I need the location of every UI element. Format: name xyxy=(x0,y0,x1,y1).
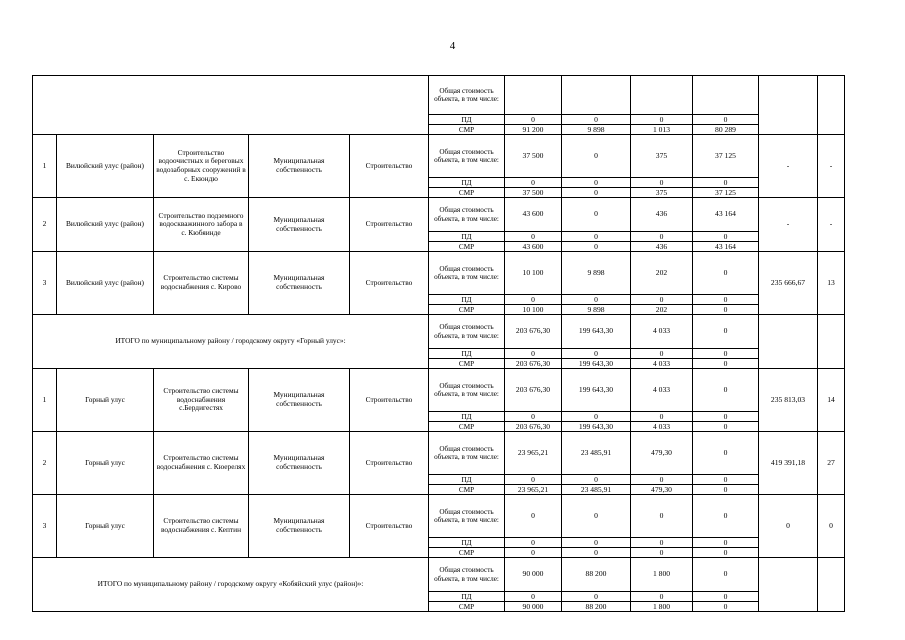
value-cell: 199 643,30 xyxy=(562,359,631,369)
district-name: Горный улус xyxy=(57,432,154,495)
label-total-cost: Общая стоимость объекта, в том числе: xyxy=(429,76,505,115)
total-row xyxy=(33,558,845,592)
value-cell: 37 125 xyxy=(693,188,759,198)
value-cell: 0 xyxy=(631,232,693,242)
row-number: 2 xyxy=(33,432,57,495)
table-row xyxy=(33,369,845,412)
work-type: Строительство xyxy=(350,495,429,558)
row-number: 3 xyxy=(33,252,57,315)
value-cell: 43 164 xyxy=(693,198,759,232)
value-cell: 0 xyxy=(562,198,631,232)
value-cell: 0 xyxy=(562,349,631,359)
extra-amount: 235 813,03 xyxy=(759,369,818,432)
value-cell: 9 898 xyxy=(562,125,631,135)
value-cell: 43 600 xyxy=(505,242,562,252)
label-total-cost: Общая стоимость объекта, в том числе: xyxy=(429,198,505,232)
total-row xyxy=(33,315,845,349)
label-smr: СМР xyxy=(429,305,505,315)
value-cell: 203 676,30 xyxy=(505,422,562,432)
value-cell: 0 xyxy=(631,178,693,188)
value-cell: 0 xyxy=(562,475,631,485)
table-row xyxy=(33,432,845,475)
value-cell: 37 500 xyxy=(505,188,562,198)
value-cell: 0 xyxy=(693,412,759,422)
value-cell: 0 xyxy=(693,548,759,558)
blank-cell xyxy=(759,315,818,369)
value-cell: 479,30 xyxy=(631,432,693,475)
value-cell: 0 xyxy=(562,115,631,125)
value-cell: 43 600 xyxy=(505,198,562,232)
row-number: 2 xyxy=(33,198,57,252)
value-cell: 4 033 xyxy=(631,422,693,432)
value-cell: 0 xyxy=(562,412,631,422)
label-total-cost: Общая стоимость объекта, в том числе: xyxy=(429,369,505,412)
work-type: Строительство xyxy=(350,198,429,252)
label-smr: СМР xyxy=(429,602,505,612)
value-cell: 0 xyxy=(505,178,562,188)
value-cell: 199 643,30 xyxy=(562,315,631,349)
ownership-type: Муниципальная собственность xyxy=(249,495,350,558)
value-cell: 436 xyxy=(631,242,693,252)
label-pd: ПД xyxy=(429,349,505,359)
value-cell: 0 xyxy=(693,432,759,475)
value-cell: 0 xyxy=(693,232,759,242)
label-smr: СМР xyxy=(429,422,505,432)
district-name: Горный улус xyxy=(57,495,154,558)
work-type: Строительство xyxy=(350,252,429,315)
value-cell: 43 164 xyxy=(693,242,759,252)
value-cell: 375 xyxy=(631,188,693,198)
value-cell: 0 xyxy=(693,295,759,305)
value-cell: 1 013 xyxy=(631,125,693,135)
value-cell: 0 xyxy=(693,538,759,548)
value-cell: 9 898 xyxy=(562,252,631,295)
label-pd: ПД xyxy=(429,178,505,188)
label-total-cost: Общая стоимость объекта, в том числе: xyxy=(429,495,505,538)
value-cell: 0 xyxy=(631,295,693,305)
object-name: Строительство водоочистных и береговых водозаборных сооружений в с. Екюндю xyxy=(154,135,249,198)
table-row xyxy=(33,76,845,115)
label-smr: СМР xyxy=(429,188,505,198)
value-cell: 0 xyxy=(562,188,631,198)
value-cell: 0 xyxy=(693,369,759,412)
total-label: ИТОГО по муниципальному району / городскому округу «Горный улус»: xyxy=(33,315,429,369)
value-cell: 0 xyxy=(693,422,759,432)
label-pd: ПД xyxy=(429,232,505,242)
label-pd: ПД xyxy=(429,412,505,422)
value-cell: 202 xyxy=(631,305,693,315)
work-type: Строительство xyxy=(350,369,429,432)
value-cell: 0 xyxy=(693,485,759,495)
value-cell: 90 000 xyxy=(505,602,562,612)
value-cell: 0 xyxy=(631,115,693,125)
object-name: Строительство подземного водоскважинного забора в с. Кюбяинде xyxy=(154,198,249,252)
extra-amount: 0 xyxy=(759,495,818,558)
value-cell: 88 200 xyxy=(562,602,631,612)
value-cell: 0 xyxy=(631,475,693,485)
value-cell: 9 898 xyxy=(562,305,631,315)
value-cell: 0 xyxy=(505,538,562,548)
value-cell: 0 xyxy=(693,115,759,125)
value-cell: 0 xyxy=(631,548,693,558)
value-cell: 203 676,30 xyxy=(505,369,562,412)
blank-cell xyxy=(818,558,845,612)
label-pd: ПД xyxy=(429,538,505,548)
value-cell: 23 485,91 xyxy=(562,432,631,475)
value-cell: 4 033 xyxy=(631,315,693,349)
value-cell: 0 xyxy=(631,538,693,548)
object-name: Строительство системы водоснабжения с. Кирово xyxy=(154,252,249,315)
extra-amount: - xyxy=(759,198,818,252)
blank-cell xyxy=(759,558,818,612)
extra-count: - xyxy=(818,135,845,198)
label-total-cost: Общая стоимость объекта, в том числе: xyxy=(429,315,505,349)
work-type: Строительство xyxy=(350,432,429,495)
object-name: Строительство системы водоснабжения с. Кюерелях xyxy=(154,432,249,495)
value-cell: 199 643,30 xyxy=(562,422,631,432)
value-cell: 4 033 xyxy=(631,359,693,369)
value-cell: 0 xyxy=(562,135,631,178)
value-cell: 203 676,30 xyxy=(505,315,562,349)
work-type: Строительство xyxy=(350,135,429,198)
label-pd: ПД xyxy=(429,592,505,602)
value-cell: 0 xyxy=(562,548,631,558)
value-cell: 0 xyxy=(562,592,631,602)
label-smr: СМР xyxy=(429,242,505,252)
ownership-type: Муниципальная собственность xyxy=(249,198,350,252)
page-number: 4 xyxy=(449,40,456,52)
label-total-cost: Общая стоимость объекта, в том числе: xyxy=(429,432,505,475)
value-cell: 0 xyxy=(631,495,693,538)
value-cell: 37 500 xyxy=(505,135,562,178)
row-number: 1 xyxy=(33,369,57,432)
value-cell: 23 965,21 xyxy=(505,485,562,495)
value-cell: 0 xyxy=(505,548,562,558)
object-name: Строительство системы водоснабжения с.Бердигестях xyxy=(154,369,249,432)
value-cell: 375 xyxy=(631,135,693,178)
value-cell: 479,30 xyxy=(631,485,693,495)
value-cell: 203 676,30 xyxy=(505,359,562,369)
blank-cell xyxy=(818,315,845,369)
label-smr: СМР xyxy=(429,359,505,369)
value-cell: 1 800 xyxy=(631,602,693,612)
ownership-type: Муниципальная собственность xyxy=(249,432,350,495)
extra-count: 13 xyxy=(818,252,845,315)
extra-count: 0 xyxy=(818,495,845,558)
value-cell: 0 xyxy=(693,495,759,538)
value-cell: 0 xyxy=(693,602,759,612)
value-cell: 0 xyxy=(562,495,631,538)
extra-amount: 419 391,18 xyxy=(759,432,818,495)
value-cell: 91 200 xyxy=(505,125,562,135)
extra-count: - xyxy=(818,198,845,252)
extra-count: 27 xyxy=(818,432,845,495)
row-number: 1 xyxy=(33,135,57,198)
table-body xyxy=(33,76,845,612)
label-pd: ПД xyxy=(429,115,505,125)
value-cell: 37 125 xyxy=(693,135,759,178)
extra-count: 14 xyxy=(818,369,845,432)
value-cell: 90 000 xyxy=(505,558,562,592)
value-cell: 0 xyxy=(693,558,759,592)
ownership-type: Муниципальная собственность xyxy=(249,252,350,315)
value-cell: 0 xyxy=(505,115,562,125)
value-cell: 1 800 xyxy=(631,558,693,592)
label-smr: СМР xyxy=(429,125,505,135)
blank-cell xyxy=(759,76,818,135)
blank-cell xyxy=(818,76,845,135)
value-cell: 0 xyxy=(562,232,631,242)
value-cell: 23 485,91 xyxy=(562,485,631,495)
district-name: Вилюйский улус (район) xyxy=(57,252,154,315)
value-cell: 0 xyxy=(505,412,562,422)
ownership-type: Муниципальная собственность xyxy=(249,369,350,432)
value-cell: 0 xyxy=(505,295,562,305)
table-row xyxy=(33,495,845,538)
value-cell: 0 xyxy=(505,495,562,538)
extra-amount: - xyxy=(759,135,818,198)
value-cell: 0 xyxy=(693,252,759,295)
value-cell: 80 289 xyxy=(693,125,759,135)
value-cell: 436 xyxy=(631,198,693,232)
table-row xyxy=(33,135,845,178)
value-cell: 0 xyxy=(693,359,759,369)
blank-merged-cell xyxy=(33,76,429,135)
value-cell: 88 200 xyxy=(562,558,631,592)
value-cell: 0 xyxy=(505,592,562,602)
district-name: Вилюйский улус (район) xyxy=(57,198,154,252)
label-total-cost: Общая стоимость объекта, в том числе: xyxy=(429,252,505,295)
value-cell: 0 xyxy=(631,412,693,422)
value-cell: 0 xyxy=(693,305,759,315)
object-name: Строительство системы водоснабжения с. Кептин xyxy=(154,495,249,558)
value-cell: 0 xyxy=(505,475,562,485)
label-smr: СМР xyxy=(429,485,505,495)
district-name: Вилюйский улус (район) xyxy=(57,135,154,198)
value-cell: 23 965,21 xyxy=(505,432,562,475)
value-cell: 4 033 xyxy=(631,369,693,412)
ownership-type: Муниципальная собственность xyxy=(249,135,350,198)
label-pd: ПД xyxy=(429,295,505,305)
table-row xyxy=(33,198,845,232)
value-cell: 0 xyxy=(562,295,631,305)
value-cell: 199 643,30 xyxy=(562,369,631,412)
value-cell: 0 xyxy=(693,315,759,349)
label-total-cost: Общая стоимость объекта, в том числе: xyxy=(429,558,505,592)
value-cell: 0 xyxy=(693,475,759,485)
table-row xyxy=(33,252,845,295)
value-cell xyxy=(693,76,759,115)
value-cell: 0 xyxy=(562,178,631,188)
total-label: ИТОГО по муниципальному району / городскому округу «Кобяйский улус (район)»: xyxy=(33,558,429,612)
value-cell: 0 xyxy=(505,232,562,242)
value-cell: 0 xyxy=(631,349,693,359)
value-cell: 0 xyxy=(693,349,759,359)
value-cell xyxy=(505,76,562,115)
value-cell: 10 100 xyxy=(505,305,562,315)
label-pd: ПД xyxy=(429,475,505,485)
value-cell: 202 xyxy=(631,252,693,295)
construction-objects-table xyxy=(32,75,845,612)
value-cell: 0 xyxy=(505,349,562,359)
extra-amount: 235 666,67 xyxy=(759,252,818,315)
value-cell: 0 xyxy=(693,592,759,602)
value-cell xyxy=(562,76,631,115)
district-name: Горный улус xyxy=(57,369,154,432)
value-cell: 0 xyxy=(631,592,693,602)
value-cell: 0 xyxy=(562,242,631,252)
value-cell: 0 xyxy=(562,538,631,548)
value-cell: 0 xyxy=(693,178,759,188)
label-smr: СМР xyxy=(429,548,505,558)
value-cell: 10 100 xyxy=(505,252,562,295)
row-number: 3 xyxy=(33,495,57,558)
label-total-cost: Общая стоимость объекта, в том числе: xyxy=(429,135,505,178)
value-cell xyxy=(631,76,693,115)
